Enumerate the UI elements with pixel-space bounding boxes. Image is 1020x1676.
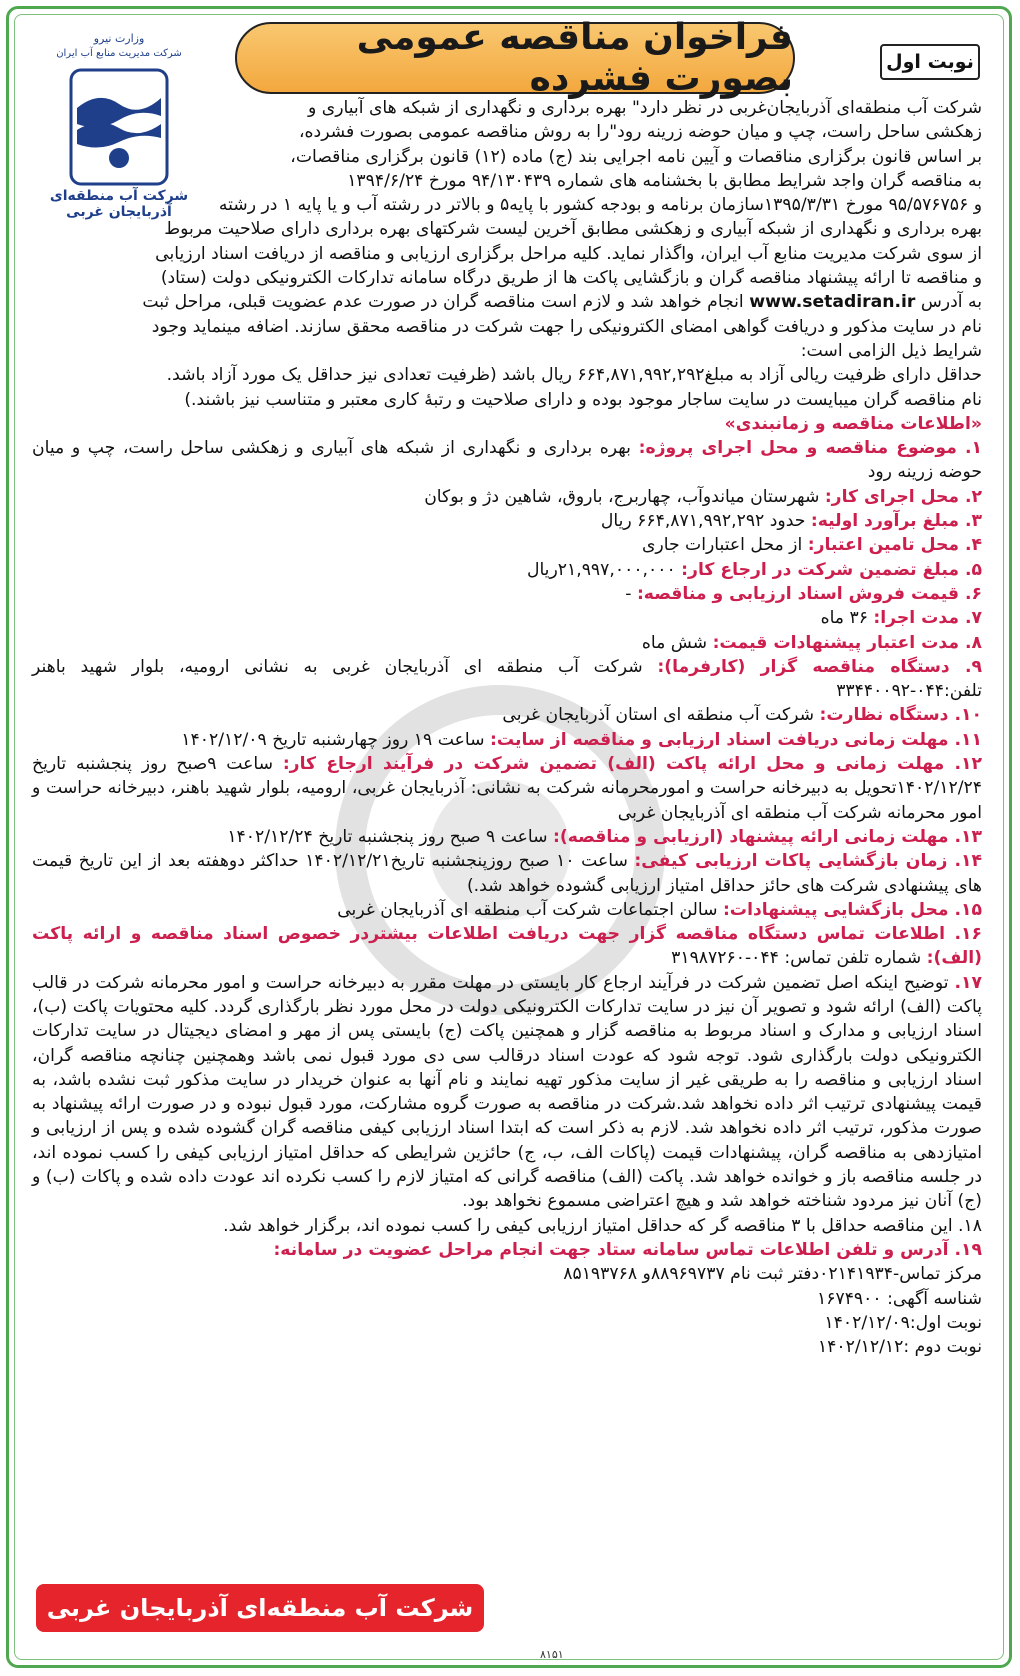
tender-item [32,971,982,1214]
url-suffix: انجام خواهد شد و لازم است مناقصه گران در صورت عدم عضویت قبلی، مراحل ثبت [142,292,744,313]
tender-item [32,703,982,727]
tender-item-label: ۸. مدت اعتبار پیشنهادات قیمت: [712,632,982,653]
tender-item-label: ۱. موضوع مناقصه و محل اجرای پروژه: [638,438,982,459]
url-prefix: به آدرس [920,292,982,313]
logo-caption-bottom: شرکت آب منطقه‌ای آذربایجان غربی [49,188,189,220]
page-code: ۸۱۵۱ [540,1648,564,1661]
tender-item-text: بهره برداری و نگهداری از شبکه های آبیاری و زهکشی ساحل راست، چپ و میان حوضه زرینه رود [32,438,982,483]
tender-item [32,436,982,485]
tender-item-label: ۲. محل اجرای کار: [824,486,982,507]
tender-item [32,558,982,582]
tender-item-text: ساعت ۹صبح روز پنجشنبه تاریخ ۱۴۰۲/۱۲/۲۴تحویل به دبیرخانه حراست و امورمحرمانه شرکت به نشانی: آذربایجان غربی، ارومیه، بلوار شهید باهنر، دبیرخانه حراست و امور محرمانه شرکت آب منطقه ای آذربایجان غربی [32,754,982,823]
bottom-company-bar: شرکت آب منطقه‌ای آذربایجان غربی [36,1584,484,1632]
intro-paragraph [32,96,982,363]
intro-line: و مناقصه تا ارائه پیشنهاد مناقصه گران و بازگشایی پاکت ها از طریق درگاه سامانه تدارکات الکترونیکی دولت (ستاد) [160,268,982,289]
first-round-date: نوبت اول:۱۴۰۲/۱۲/۰۹ [824,1312,982,1333]
requirement-line: حداقل دارای ظرفیت ریالی آزاد به مبلغ۶۶۴,۸۷۱,۹۹۲,۲۹۲ ریال باشد (ظرفیت تعدادی نیز حداقل یک مورد آزاد باشد. [166,365,982,386]
tender-item [32,898,982,922]
round-badge: نوبت اول [880,44,980,80]
tender-item-text: ساعت ۹ صبح روز پنجشنبه تاریخ ۱۴۰۲/۱۲/۲۴ [227,826,553,847]
tender-item [32,606,982,630]
tender-item [32,752,982,825]
tender-item-label: ۱۶. اطلاعات تماس دستگاه مناقصه گزار جهت دریافت اطلاعات بیشتردر خصوص اسناد مناقصه و ارائه پاکت (الف): [32,924,982,969]
tender-item-text: شماره تلفن تماس: ۰۴۴-۳۱۹۸۷۲۶۰ [671,948,927,969]
tender-item [32,849,982,898]
tender-item [32,728,982,752]
tender-item-label: ۱۹. آدرس و تلفن اطلاعات تماس سامانه ستاد جهت انجام مراحل عضویت در سامانه: [273,1239,982,1260]
tender-item [32,1238,982,1262]
setad-url-link[interactable]: www.setadiran.ir [749,292,916,313]
announcement-body [32,96,982,1359]
intro-line: شرایط ذیل الزامی است: [800,340,982,361]
tender-item [32,509,982,533]
intro-line: از سوی شرکت مدیریت منابع آب ایران، واگذار نماید. کلیه مراحل برگزاری ارزیابی و مناقصه از دریافت اسناد ارزیابی [155,243,982,264]
tender-item-text: شرکت آب منطقه ای آذربایجان غربی به نشانی ارومیه، بلوار شهید باهنر تلفن:۰۴۴-۳۳۴۴۰۰۹۲ [32,656,982,702]
contact-line: مرکز تماس-۰۲۱۴۱۹۳۴دفتر ثبت نام ۸۸۹۶۹۷۳۷و ۸۵۱۹۳۷۶۸ [563,1264,982,1285]
ad-id-line: شناسه آگهی: ۱۶۷۴۹۰۰ [817,1288,982,1309]
tender-item-text: ۳۶ ماه [820,608,874,629]
intro-line: و ۹۵/۵۷۶۷۵۶ مورخ ۱۳۹۵/۳/۳۱سازمان برنامه و بودجه کشور با پایه۵ و بالاتر در رشته آب و یا پایه ۱ در رشته [218,195,982,216]
tender-item [32,1214,982,1238]
tender-item-text: ۱۸. این مناقصه حداقل با ۳ مناقصه گر که حداقل امتیاز ارزیابی کیفی را کسب نموده اند، برگزار خواهد شد. [223,1215,982,1236]
second-round-date: نوبت دوم :۱۴۰۲/۱۲/۱۲ [817,1337,982,1358]
tender-item-label: ۱۴. زمان بازگشایی پاکات ارزیابی کیفی: [634,851,982,872]
intro-line: شرکت آب منطقه‌ای آذربایجان‌غربی در نظر دارد" بهره برداری و نگهداری از شبکه های آبیاری و [307,98,982,118]
intro-url-line [32,290,982,314]
info-heading: «اطلاعات مناقصه و زمانبندی» [724,413,982,434]
tender-item [32,485,982,509]
tender-item-text: شرکت آب منطقه ای استان آذربایجان غربی [502,705,820,726]
tender-item-label: ۱۳. مهلت زمانی ارائه پیشنهاد (ارزیابی و مناقصه): [552,826,982,847]
intro-line: به مناقصه گران واجد شرایط مطابق با بخشنامه های شماره ۹۴/۱۳۰۴۳۹ مورخ ۱۳۹۴/۶/۲۴ [347,170,982,191]
intro-line: بهره برداری و نگهداری از شبکه آبیاری و زهکشی مطابق آخرین لیست شرکتهای بهره برداری دارای صلاحیت مربوط [164,219,982,240]
tender-item-label: ۷. مدت اجرا: [873,608,982,629]
tender-item-label: ۱۷. [954,972,982,993]
logo-caption-top: وزارت نیرو [93,32,145,45]
tender-item-text: شهرستان میاندوآب، چهاربرج، باروق، شاهین دژ و بوکان [424,486,825,507]
tender-item-text: از محل اعتبارات جاری [641,535,808,556]
tender-item [32,825,982,849]
tender-item-text: حدود ۶۶۴,۸۷۱,۹۹۲,۲۹۲ ریال [600,511,811,532]
title-banner [235,17,795,99]
tender-item-label: ۹. دستگاه مناقصه گزار (کارفرما): [657,656,982,677]
tender-item-label: ۱۵. محل بازگشایی پیشنهادات: [722,899,982,920]
tender-items-list [32,436,982,1262]
tender-item-label: ۱۰. دستگاه نظارت: [819,705,982,726]
tender-item-text: ۲۱,۹۹۷,۰۰۰,۰۰۰ریال [526,559,682,580]
tender-item-label: ۶. قیمت فروش اسناد ارزیابی و مناقصه: [636,583,982,604]
tender-item-label: ۴. محل تامین اعتبار: [807,535,982,556]
tender-item-text: - [625,583,637,604]
tender-item [32,922,982,971]
tender-item-label: ۱۱. مهلت زمانی دریافت اسناد ارزیابی و مناقصه از سایت: [489,729,982,750]
intro-line: بر اساس قانون برگزاری مناقصات و آیین نامه اجرایی بند (ج) ماده (۱۲) قانون برگزاری مناقصات، [290,146,982,167]
page-title: فراخوان مناقصه عمومی بصورت فشرده [356,17,793,99]
contacts-block [32,1262,982,1359]
tender-item [32,631,982,655]
logo-caption-sub: شرکت مدیریت منابع آب ایران [56,48,182,59]
tender-item-text: شش ماه [641,632,713,653]
requirement-line: نام مناقصه گران میبایست در سایت ساجار موجود بوده و دارای صلاحیت و رتبهٔ کاری معتبر و متناسب نیز باشند.) [184,389,982,410]
intro-line: نام در سایت مذکور و دریافت گواهی امضای الکترونیکی را جهت شرکت در مناقصه محقق سازند. اضافه مینماید وجود [151,316,982,337]
tender-item [32,533,982,557]
tender-item-label: ۳. مبلغ برآورد اولیه: [810,511,982,532]
tender-item-text: ساعت ۱۹ روز چهارشنبه تاریخ ۱۴۰۲/۱۲/۰۹ [181,729,490,750]
tender-item-text: سالن اجتماعات شرکت آب منطقه ای آذربایجان غربی [337,899,723,920]
tender-item-label: ۱۲. مهلت زمانی و محل ارائه پاکت (الف) تضمین شرکت در فرآیند ارجاع کار: [282,754,983,775]
tender-item-label: ۵. مبلغ تضمین شرکت در ارجاع کار: [681,559,982,580]
tender-item [32,582,982,606]
tender-item-text: توضیح اینکه اصل تضمین شرکت در فرآیند ارجاع کار بایستی در مهلت مقرر به دبیرخانه حراست و امور محرمانه شرکت در قالب پاکت (الف) ارائه شود و تصویر آن نیز در سایت تدارکات الکترونیکی دولت در محل مورد نظر بارگذاری گردد. کلیه محتویات پاکت (ب)، اسناد ارزیابی و مدارک و اسناد مربوط به مناقصه گزار و همچنین پاکت (ج) بایستی پس از مهر و امضای دیجیتال در سایت تدارکات الکترونیکی دولت بارگذاری شود. توجه شود که عودت اسناد درقالب سی دی مورد قبول نمی باشد وهمچنین چنانچه مناقصه گران، اسناد ارزیابی و مناقصه را به طریقی غیر از سایت مذکور تهیه نمایند و نام آنها به عنوان خریدار در سایت مذکور ثبت نشده باشد، به قیمت پیشنهادی ترتیب اثر داده نخواهد شد.شرکت در مناقصه به صورت گروه مشارکت، مورد قبول نبوده و در صورت ارائه پیشنهاد به صورت مذکور، ترتیب اثر داده نخواهد شد. لازم به ذکر است که ابتدا اسناد ارزیابی کیفی مناقصه گران گشوده شده و پس از ارزیابی و امتیازدهی به مناقصه گران، پیشنهادات قیمت (پاکات الف، ب، ج) حائزین شرایطی که حداقل امتیاز ارزیابی کیفی را کسب نموده اند، در جلسه مناقصه باز و خوانده خواهد شد. پاکت (الف) مناقصه گرانی که امتیاز لازم را کسب نکرده اند عودت داده شده و پاکات (ب) و (ج) آنان نیز مردود شناخته خواهد شد و هیچ اعتراضی مسموع نخواهد بود. [32,972,982,1212]
tender-item-text: ساعت ۱۰ صبح روزپنجشنبه تاریخ۱۴۰۲/۱۲/۲۱ حداکثر دوهفته بعد از این تاریخ قیمت های پیشنهادی شرکت های حائز حداقل امتیاز ارزیابی گشوده خواهد شد.) [32,851,982,896]
tender-item [32,655,982,704]
intro-line: زهکشی ساحل راست، چپ و میان حوضه زرینه رود"را به روش مناقصه عمومی بصورت فشرده، [298,122,982,143]
